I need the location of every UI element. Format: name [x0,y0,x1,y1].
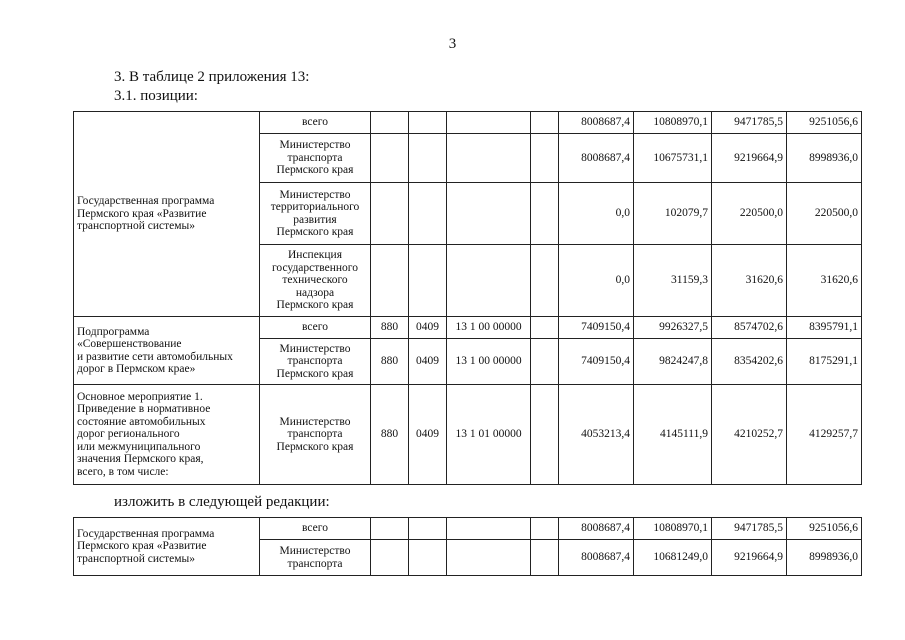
value-cell: 9251056,6 [787,112,862,134]
value-cell: 8574702,6 [712,317,787,339]
value-cell: 10808970,1 [634,518,712,540]
grbs-cell [371,518,409,540]
value-cell: 220500,0 [712,183,787,245]
value-cell: 8175291,1 [787,339,862,385]
value-cell: 9926327,5 [634,317,712,339]
value-cell: 10808970,1 [634,112,712,134]
value-cell: 31620,6 [787,245,862,317]
value-cell: 9219664,9 [712,134,787,183]
value-cell: 9471785,5 [712,518,787,540]
csr-cell [447,134,531,183]
csr-cell: 13 1 01 00000 [447,385,531,485]
table-row [74,518,862,540]
value-cell: 31620,6 [712,245,787,317]
vr-cell [531,518,559,540]
rz-cell [409,518,447,540]
page-number: 3 [448,36,457,52]
executor-cell: всего [260,518,371,540]
csr-cell: 13 1 00 00000 [447,317,531,339]
csr-cell: 13 1 00 00000 [447,339,531,385]
value-cell: 8998936,0 [787,134,862,183]
grbs-cell [371,245,409,317]
table-row [74,385,862,485]
item-3-1-heading: 3.1. позиции: [114,88,198,104]
csr-cell [447,540,531,576]
replace-instruction: изложить в следующей редакции: [114,494,330,510]
vr-cell [531,385,559,485]
value-cell: 0,0 [559,183,634,245]
table-row [74,317,862,339]
vr-cell [531,540,559,576]
value-cell: 4129257,7 [787,385,862,485]
value-cell: 8354202,6 [712,339,787,385]
value-cell: 8008687,4 [559,134,634,183]
value-cell: 4210252,7 [712,385,787,485]
executor-cell: Министерство транспорта Пермского края [260,385,371,485]
rz-cell: 0409 [409,339,447,385]
gp-title-cell: Государственная программа Пермского края «Развитие транспортной системы» [74,518,260,576]
grbs-cell [371,134,409,183]
value-cell: 7409150,4 [559,339,634,385]
rz-cell: 0409 [409,317,447,339]
executor-cell: Министерство транспорта Пермского края [260,339,371,385]
executor-cell: всего [260,317,371,339]
grbs-cell [371,183,409,245]
value-cell: 0,0 [559,245,634,317]
subprogram-title-cell: Подпрограмма «Совершенствование и развитие сети автомобильных дорог в Пермском крае» [74,317,260,385]
grbs-cell [371,112,409,134]
value-cell: 9251056,6 [787,518,862,540]
grbs-cell: 880 [371,385,409,485]
item-3-heading: 3. В таблице 2 приложения 13: [114,69,310,85]
vr-cell [531,245,559,317]
rz-cell [409,134,447,183]
executor-cell: Министерство транспорта Пермского края [260,134,371,183]
value-cell: 102079,7 [634,183,712,245]
gp-title-cell: Государственная программа Пермского края «Развитие транспортной системы» [74,112,260,317]
csr-cell [447,112,531,134]
rz-cell [409,112,447,134]
rz-cell [409,245,447,317]
vr-cell [531,112,559,134]
value-cell: 8008687,4 [559,112,634,134]
table-positions-after [73,517,862,576]
measure-title-cell: Основное мероприятие 1. Приведение в нормативное состояние автомобильных дорог регионального или межмуниципального значения Пермского края, всего, в том числе: [74,385,260,485]
value-cell: 8008687,4 [559,518,634,540]
vr-cell [531,183,559,245]
value-cell: 31159,3 [634,245,712,317]
table-positions-before [73,111,862,485]
executor-cell: Министерство территориального развития Пермского края [260,183,371,245]
vr-cell [531,339,559,385]
value-cell: 9471785,5 [712,112,787,134]
csr-cell [447,245,531,317]
value-cell: 10681249,0 [634,540,712,576]
grbs-cell: 880 [371,339,409,385]
rz-cell [409,183,447,245]
value-cell: 4053213,4 [559,385,634,485]
value-cell: 10675731,1 [634,134,712,183]
rz-cell [409,540,447,576]
executor-cell: Инспекция государственного технического надзора Пермского края [260,245,371,317]
value-cell: 8008687,4 [559,540,634,576]
grbs-cell: 880 [371,317,409,339]
value-cell: 8998936,0 [787,540,862,576]
value-cell: 9219664,9 [712,540,787,576]
value-cell: 9824247,8 [634,339,712,385]
grbs-cell [371,540,409,576]
vr-cell [531,317,559,339]
value-cell: 8395791,1 [787,317,862,339]
table-row [74,112,862,134]
value-cell: 7409150,4 [559,317,634,339]
vr-cell [531,134,559,183]
value-cell: 220500,0 [787,183,862,245]
rz-cell: 0409 [409,385,447,485]
executor-cell: Министерство транспорта [260,540,371,576]
value-cell: 4145111,9 [634,385,712,485]
csr-cell [447,183,531,245]
executor-cell: всего [260,112,371,134]
csr-cell [447,518,531,540]
